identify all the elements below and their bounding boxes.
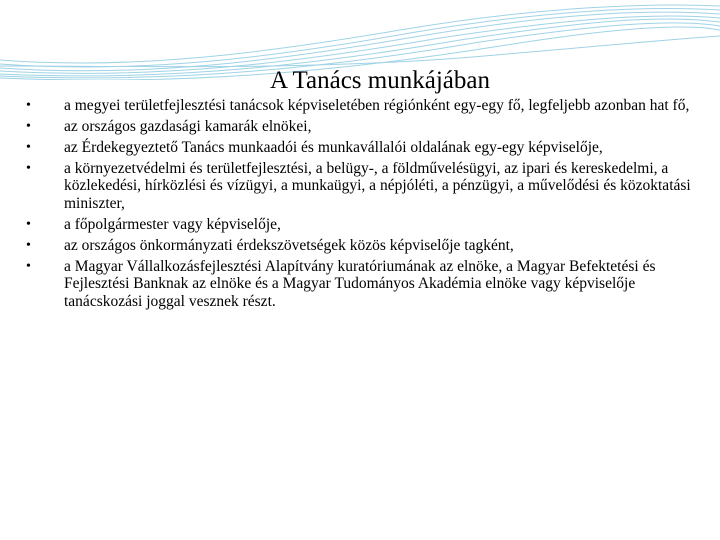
bullet-icon: • [26, 216, 31, 232]
list-item [26, 118, 716, 135]
list-item-text: a megyei területfejlesztési tanácsok képviseletében régiónként egy-egy fő, legfeljebb azonban hat fő, [64, 97, 690, 114]
list-item-text: a környezetvédelmi és területfejlesztési, a belügy-, a földművelésügyi, az ipari és kereskedelmi, a közlekedési, hírközlési és vízügyi, a munkaügyi, a népjóléti, a pénzügyi, a művelődési és közoktatási miniszter, [64, 160, 691, 212]
bullet-icon: • [26, 98, 31, 113]
list-item [26, 258, 716, 310]
list-item-text: a főpolgármester vagy képviselője, [64, 215, 281, 233]
bullet-icon: • [26, 119, 31, 134]
bullet-icon: • [26, 140, 31, 155]
list-item [26, 216, 716, 233]
bullet-icon: • [26, 258, 31, 274]
bullet-icon: • [26, 161, 31, 176]
list-item [26, 160, 716, 212]
list-item [26, 139, 716, 156]
list-item-text: az országos gazdasági kamarák elnökei, [64, 118, 312, 135]
bullet-list [26, 97, 716, 314]
list-item [26, 237, 716, 254]
list-item [26, 97, 716, 114]
list-item-text: az országos önkormányzati érdekszövetségek közös képviselője tagként, [64, 236, 514, 254]
list-item-text: az Érdekegyeztető Tanács munkaadói és munkavállalói oldalának egy-egy képviselője, [64, 139, 603, 156]
slide-title: A Tanács munkájában [270, 67, 490, 94]
bullet-icon: • [26, 237, 31, 253]
list-item-text: a Magyar Vállalkozásfejlesztési Alapítvány kuratóriumának az elnöke, a Magyar Befektetési és Fejlesztési Banknak az elnöke és a Magyar Tudományos Akadémia elnöke vagy képviselője tanácskozási joggal vesznek részt. [64, 257, 656, 310]
